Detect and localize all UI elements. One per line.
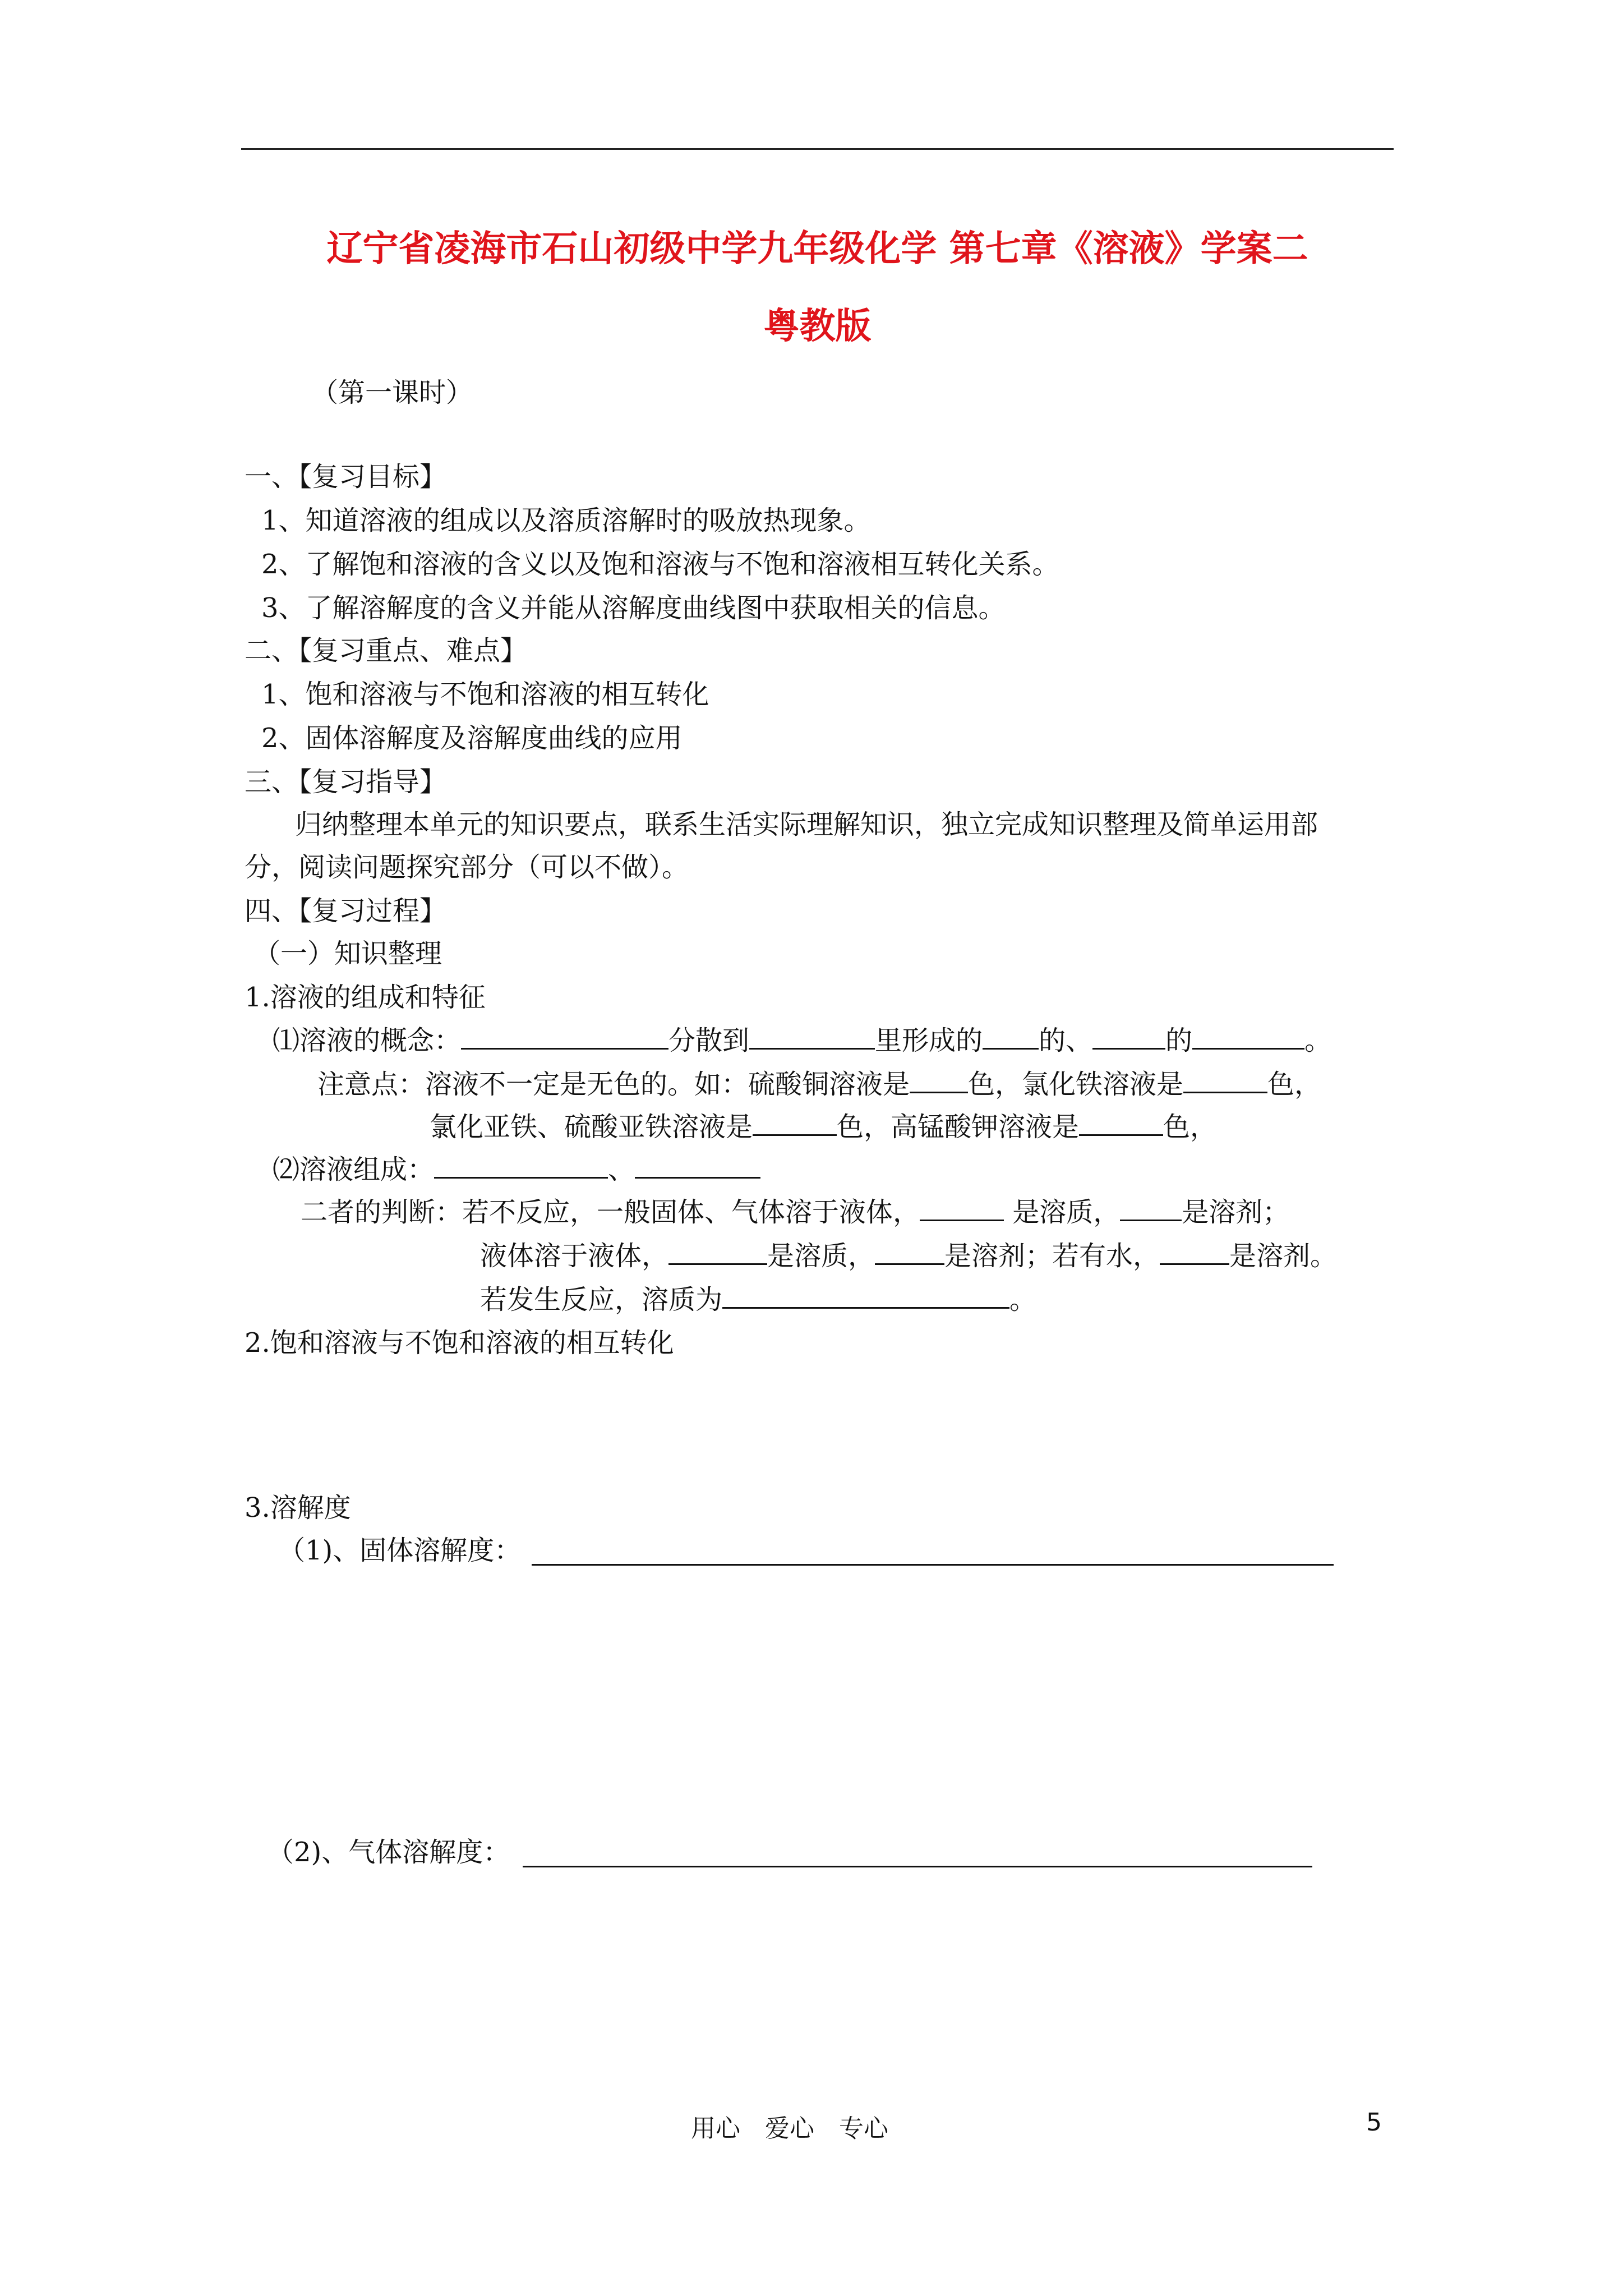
solid-solubility-answer-line[interactable] [532,1564,1334,1566]
fill-blank[interactable] [920,1195,1004,1221]
solid-solubility-label: （1)、固体溶解度： [278,1535,522,1566]
guidance-text-line1: 归纳整理本单元的知识要点，联系生活实际理解知识，独立完成知识整理及简单运用部 [295,809,1318,840]
fill-blank[interactable] [722,1282,1009,1309]
judgment-line3: 若发生反应，溶质为 。 [480,1282,1036,1317]
gas-solubility-answer-line[interactable] [523,1866,1312,1867]
lesson-period: （第一课时） [311,377,473,408]
gas-solubility-label: （2)、气体溶解度： [267,1837,510,1868]
header-rule [241,148,1394,150]
fill-blank[interactable] [1192,1023,1304,1050]
judgment-line2: 液体溶于液体， 是溶质， 是溶剂；若有水， 是溶剂。 [480,1239,1337,1273]
review-goal-item: 3、了解溶解度的含义并能从溶解度曲线图中获取相关的信息。 [261,592,1006,624]
fill-blank[interactable] [668,1239,767,1265]
fill-blank[interactable] [875,1239,944,1265]
document-title-line2: 粤教版 [763,306,872,347]
fill-blank[interactable] [434,1152,608,1179]
fill-blank[interactable] [753,1110,837,1136]
footer-motto: 用心 爱心 专心 [691,2114,888,2143]
question-heading-composition: 1.溶液的组成和特征 [245,982,486,1013]
solution-composition-line: ⑵溶液组成： 、 [273,1152,760,1186]
section-heading-review-process: 四、【复习过程】 [245,895,447,927]
fill-blank[interactable] [1092,1023,1165,1050]
fill-blank[interactable] [1079,1110,1163,1136]
section-heading-review-goals: 一、【复习目标】 [245,461,447,493]
fill-blank[interactable] [1183,1067,1267,1093]
section-heading-key-points: 二、【复习重点、难点】 [245,635,528,666]
question-heading-solubility: 3.溶解度 [245,1492,351,1524]
fill-blank[interactable] [1160,1239,1229,1265]
subsection-knowledge-summary: （一）知识整理 [253,938,442,969]
key-point-item: 2、固体溶解度及溶解度曲线的应用 [261,723,683,754]
note-color-line1: 注意点：溶液不一定是无色的。如：硫酸铜溶液是 色，氯化铁溶液是 色， [317,1067,1321,1101]
review-goal-item: 2、了解饱和溶液的含义以及饱和溶液与不饱和溶液相互转化关系。 [261,549,1059,580]
document-title-line1: 辽宁省凌海市石山初级中学九年级化学 第七章《溶液》学案二 [326,228,1308,270]
fill-blank[interactable] [635,1152,760,1179]
solution-concept-line: ⑴溶液的概念： 分散到 里形成的 的、 的 。 [273,1023,1331,1057]
fill-blank[interactable] [983,1023,1039,1050]
section-heading-guidance: 三、【复习指导】 [245,766,447,798]
page-number: 5 [1366,2108,1382,2137]
fill-blank[interactable] [1120,1195,1182,1221]
note-color-line2: 氯化亚铁、硫酸亚铁溶液是 色，高锰酸钾溶液是 色， [430,1110,1217,1144]
judgment-line1: 二者的判断：若不反应，一般固体、气体溶于液体， 是溶质， 是溶剂； [301,1195,1289,1229]
review-goal-item: 1、知道溶液的组成以及溶质溶解时的吸放热现象。 [261,505,871,536]
fill-blank[interactable] [749,1023,875,1050]
question-heading-saturated-conversion: 2.饱和溶液与不饱和溶液的相互转化 [245,1327,674,1359]
fill-blank[interactable] [910,1067,968,1093]
guidance-text-line2: 分，阅读问题探究部分（可以不做）。 [245,852,689,883]
fill-blank[interactable] [461,1023,668,1050]
key-point-item: 1、饱和溶液与不饱和溶液的相互转化 [261,679,709,710]
